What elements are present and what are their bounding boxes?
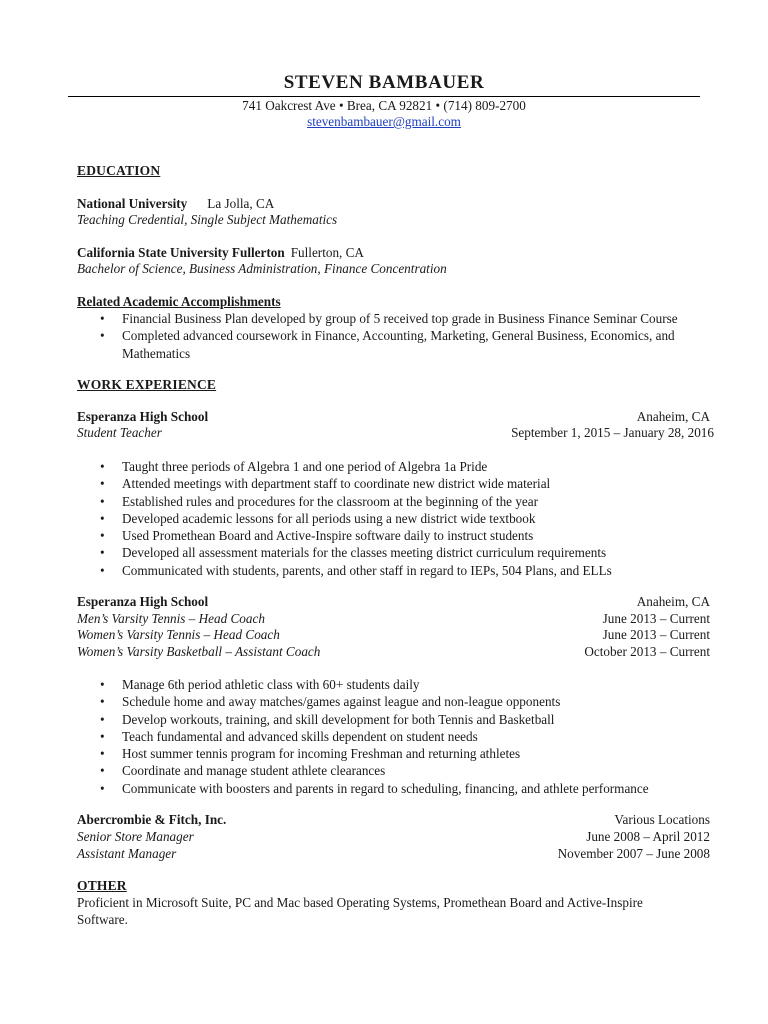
job-dates: June 2013 – Current (602, 627, 710, 642)
email-line (0, 113, 768, 130)
work-heading: WORK EXPERIENCE (77, 377, 217, 392)
contact-line: 741 Oakcrest Ave • Brea, CA 92821 • (714) 809-2700 (242, 98, 526, 113)
list-item: • Develop workouts, training, and skill development for both Tennis and Basketball (98, 711, 649, 728)
list-item: • Developed academic lessons for all periods using a new district wide textbook (98, 510, 612, 527)
list-item: • Communicate with boosters and parents in regard to scheduling, financing, and athlete performance (98, 780, 649, 797)
job-title: Women’s Varsity Tennis – Head Coach (77, 627, 280, 642)
employer-name: Abercrombie & Fitch, Inc. (77, 812, 227, 827)
school-name: National University (77, 196, 188, 211)
job-title: Assistant Manager (77, 846, 177, 861)
job-duties-list (98, 676, 649, 797)
school-location: Fullerton, CA (290, 245, 364, 260)
list-item: • Used Promethean Board and Active-Inspire software daily to instruct students (98, 527, 612, 544)
job-duties-list (98, 458, 612, 579)
job-dates: June 2008 – April 2012 (586, 829, 710, 844)
school-1 (77, 195, 274, 212)
list-item: • Communicated with students, parents, and other staff in regard to IEPs, 504 Plans, and ELLs (98, 562, 612, 579)
list-item: • Taught three periods of Algebra 1 and one period of Algebra 1a Pride (98, 458, 612, 475)
education-heading: EDUCATION (77, 163, 161, 178)
other-heading: OTHER (77, 878, 127, 893)
job-dates: November 2007 – June 2008 (557, 846, 710, 861)
accomplishments-list (98, 310, 714, 362)
job-title: Men’s Varsity Tennis – Head Coach (77, 611, 265, 626)
list-item: • Developed all assessment materials for the classes meeting district curriculum requirements (98, 544, 612, 561)
list-item: • Established rules and procedures for the classroom at the beginning of the year (98, 493, 612, 510)
other-text: Proficient in Microsoft Suite, PC and Mac based Operating Systems, Promethean Board and Active-Inspire Software. (77, 895, 643, 927)
candidate-name: STEVEN BAMBAUER (283, 72, 485, 93)
school-location: La Jolla, CA (207, 196, 275, 211)
job-title: Senior Store Manager (77, 829, 194, 844)
employer-location: Anaheim, CA (636, 594, 710, 609)
email-link[interactable]: stevenbambauer@gmail.com (307, 114, 461, 129)
job-dates: October 2013 – Current (584, 644, 710, 659)
employer-location: Anaheim, CA (636, 409, 710, 424)
job-title: Women’s Varsity Basketball – Assistant Coach (77, 644, 321, 659)
list-item: • Schedule home and away matches/games against league and non-league opponents (98, 693, 649, 710)
employer-name: Esperanza High School (77, 594, 209, 609)
job-title: Student Teacher (77, 425, 162, 440)
employer-name: Esperanza High School (77, 409, 209, 424)
job-dates: June 2013 – Current (602, 611, 710, 626)
school-degree: Teaching Credential, Single Subject Mathematics (77, 212, 338, 227)
list-item: • Manage 6th period athletic class with 60+ students daily (98, 676, 649, 693)
school-degree: Bachelor of Science, Business Administration, Finance Concentration (77, 261, 447, 276)
list-item: • Coordinate and manage student athlete clearances (98, 762, 649, 779)
list-item: • Attended meetings with department staff to coordinate new district wide material (98, 475, 612, 492)
job-dates: September 1, 2015 – January 28, 2016 (511, 425, 714, 440)
school-2 (77, 244, 364, 261)
accomplishments-heading: Related Academic Accomplishments (77, 294, 281, 309)
employer-location: Various Locations (614, 812, 710, 827)
list-item: • Teach fundamental and advanced skills dependent on student needs (98, 728, 649, 745)
school-name: California State University Fullerton (77, 245, 285, 260)
list-item: • Financial Business Plan developed by group of 5 received top grade in Business Finance Seminar Course (98, 310, 714, 327)
list-item: • Completed advanced coursework in Finance, Accounting, Marketing, General Business, Economics, and Mathematics (98, 327, 714, 362)
list-item: • Host summer tennis program for incoming Freshman and returning athletes (98, 745, 649, 762)
